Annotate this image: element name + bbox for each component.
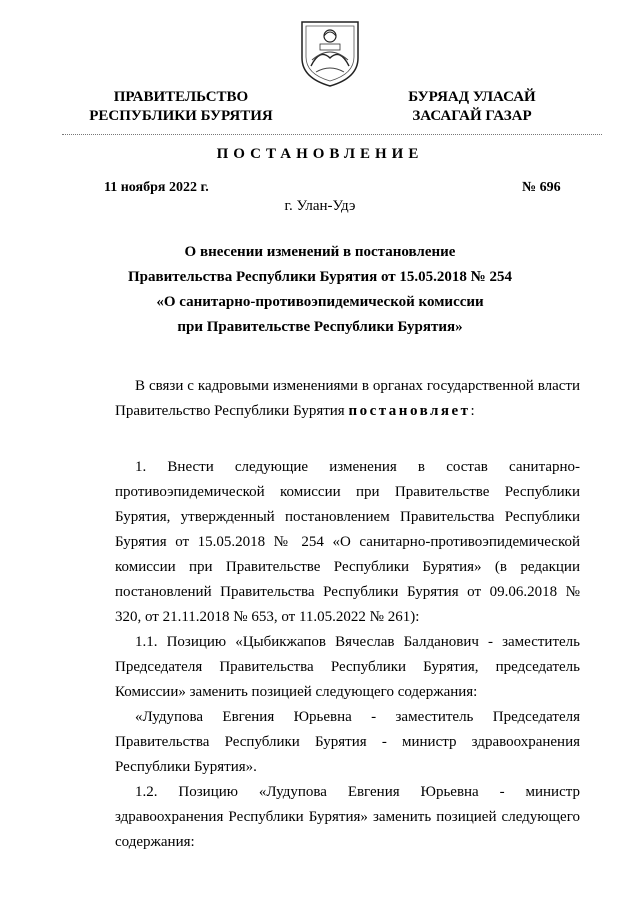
document-subject	[80, 240, 560, 340]
header-russian	[86, 88, 276, 126]
document-number: № 696	[522, 180, 561, 195]
header-left-line2: РЕСПУБЛИКИ БУРЯТИЯ	[89, 108, 273, 124]
document-type: ПОСТАНОВЛЕНИЕ	[216, 146, 424, 162]
header-right-line1: БУРЯАД УЛАСАЙ	[408, 89, 536, 105]
decree-item: 1.1. Позицию «Цыбикжапов Вячеслав Балданович - заместитель Председателя Правительства Республики Бурятия, председатель Комиссии» заменить позицией следующего содержания:	[115, 634, 580, 700]
document-city: г. Улан-Удэ	[284, 198, 356, 214]
header-buryat	[388, 88, 556, 126]
header-left-line1: ПРАВИТЕЛЬСТВО	[113, 89, 249, 105]
preamble	[115, 374, 580, 424]
subject-line: при Правительстве Республики Бурятия»	[177, 319, 463, 335]
decree-items	[115, 455, 580, 855]
preamble-text: В связи с кадровыми изменениями в органах государственной власти Правительство Республики Бурятия	[115, 378, 580, 419]
preamble-end: :	[470, 403, 475, 419]
subject-line: Правительства Республики Бурятия от 15.05.2018 № 254	[127, 269, 512, 285]
subject-line: «О санитарно-противоэпидемической комиссии	[156, 294, 484, 310]
decree-item: 1. Внести следующие изменения в состав санитарно-противоэпидемической комиссии при Правительстве Республики Бурятия, утвержденный постановлением Правительства Республики Бурятия от 15.05.2018 № 254 «О санитарно-противоэпидемической комиссии при Правительстве Республики Бурятия» (в редакции постановлений Правительства Республики Бурятия от 09.06.2018 № 320, от 21.11.2018 № 653, от 11.05.2022 № 261):	[115, 459, 580, 625]
header-right-line2: ЗАСАГАЙ ГАЗАР	[412, 108, 532, 124]
document-date: 11 ноября 2022 г.	[104, 180, 209, 195]
decree-item: «Лудупова Евгения Юрьевна - заместитель Председателя Правительства Республики Бурятия - министр здравоохранения Республики Бурятия».	[115, 709, 580, 775]
preamble-verb: постановляет	[348, 403, 471, 419]
decree-item: 1.2. Позицию «Лудупова Евгения Юрьевна - министр здравоохранения Республики Бурятия» заменить позицией следующего содержания:	[115, 784, 580, 850]
coat-of-arms-emblem	[296, 14, 364, 88]
preamble-paragraph	[115, 374, 580, 424]
header-divider	[62, 134, 602, 135]
subject-line: О внесении изменений в постановление	[184, 244, 456, 260]
